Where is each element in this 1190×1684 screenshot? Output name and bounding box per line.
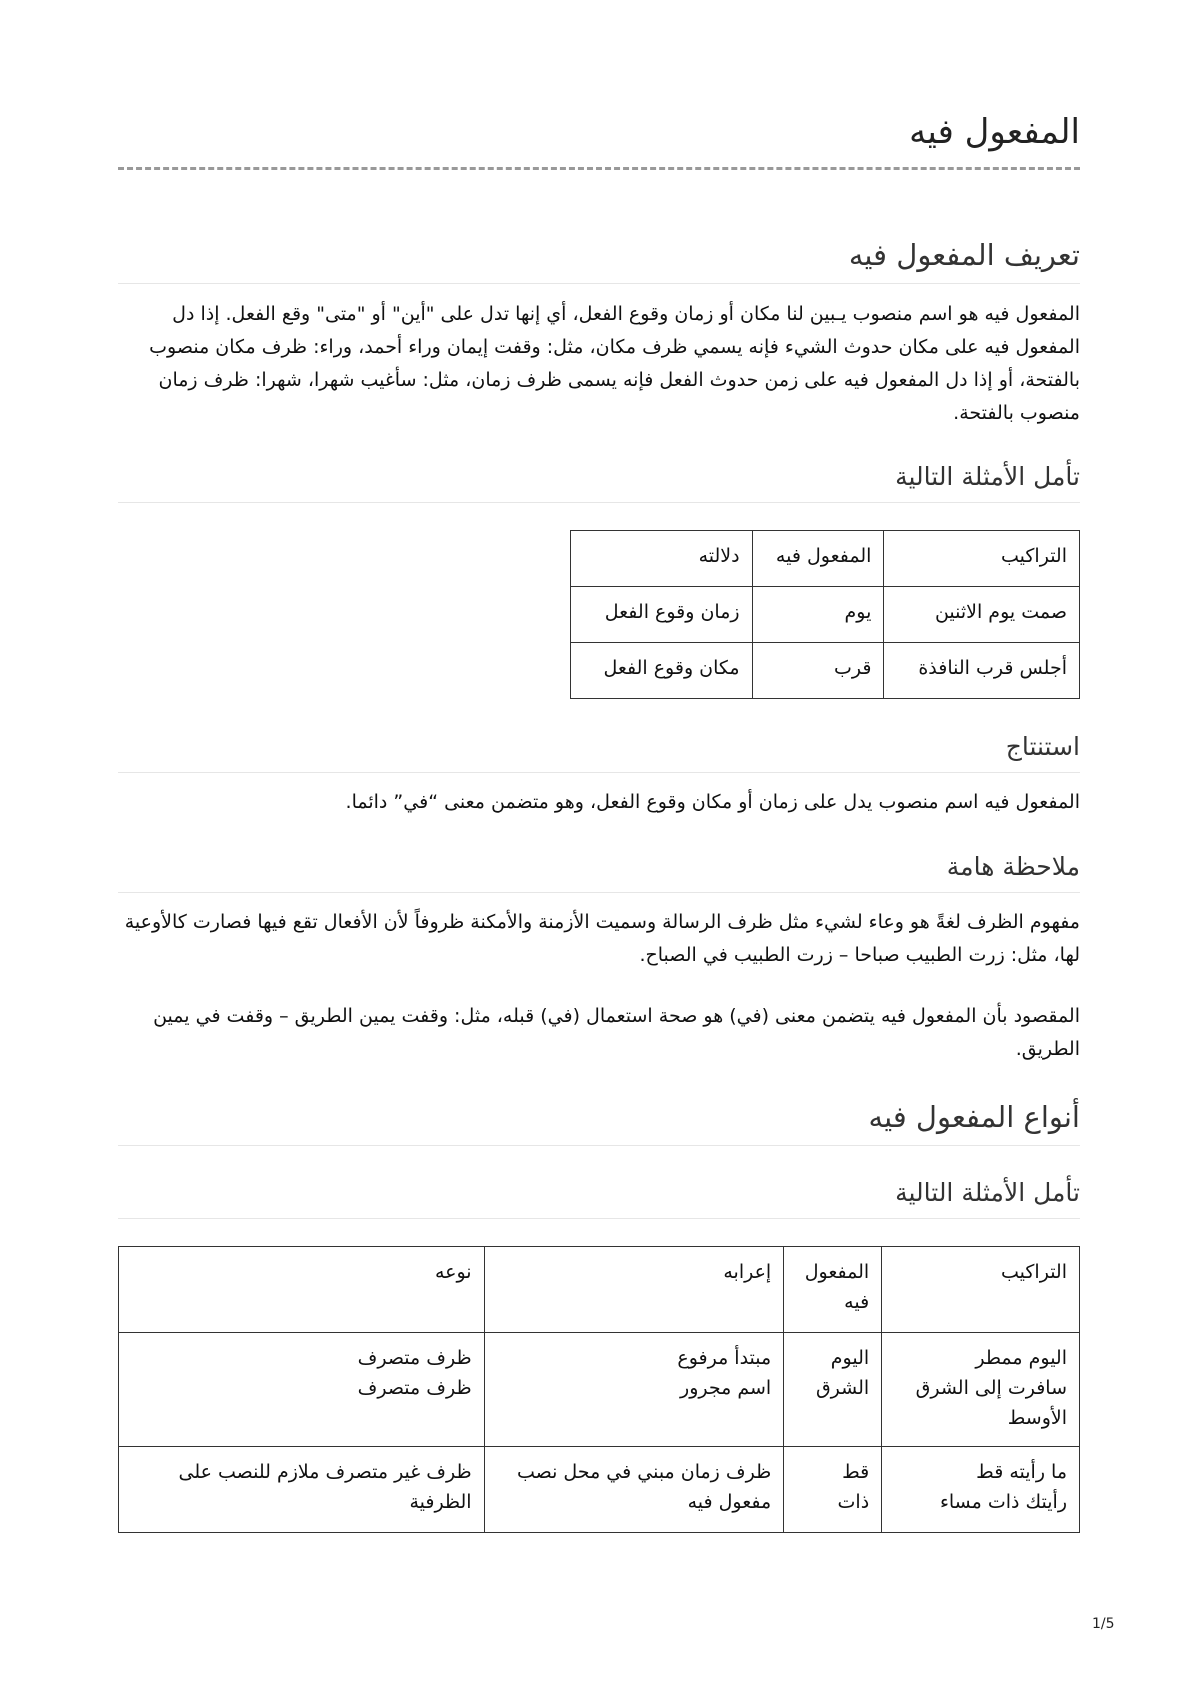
- table-header-row: [571, 531, 1080, 587]
- table-row: [119, 1447, 1080, 1533]
- table-header-cell: التراكيب: [884, 531, 1080, 587]
- table-cell: ما رأيته قط رأيتك ذات مساء: [882, 1447, 1080, 1533]
- table-cell: قط ذات: [784, 1447, 882, 1533]
- table-cell: ظرف زمان مبني في محل نصب مفعول فيه: [484, 1447, 784, 1533]
- conclusion-paragraph: المفعول فيه اسم منصوب يدل على زمان أو مكان وقوع الفعل، وهو متضمن معنى “في” دائما.: [345, 791, 1080, 813]
- table-cell: اليوم الشرق: [784, 1333, 882, 1447]
- note-heading: ملاحظة هامة: [118, 852, 1080, 893]
- examples-heading-2: تأمل الأمثلة التالية: [118, 1178, 1080, 1219]
- table-row: [119, 1333, 1080, 1447]
- table-header-cell: إعرابه: [484, 1247, 784, 1333]
- types-heading: أنواع المفعول فيه: [118, 1100, 1080, 1146]
- table-row: [571, 643, 1080, 699]
- table-header-cell: المفعول فيه: [784, 1247, 882, 1333]
- table-cell: أجلس قرب النافذة: [884, 643, 1080, 699]
- table-cell: قرب: [752, 643, 884, 699]
- note-paragraph-2: المقصود بأن المفعول فيه يتضمن معنى (في) هو صحة استعمال (في) قبله، مثل: وقفت يمين الطريق – وقفت في يمين الطريق.: [153, 1005, 1080, 1060]
- table-header-cell: نوعه: [119, 1247, 485, 1333]
- table-cell: اليوم ممطر سافرت إلى الشرق الأوسط: [882, 1333, 1080, 1447]
- table-header-cell: دلالته: [571, 531, 753, 587]
- note-paragraph-1: مفهوم الظرف لغةً هو وعاء لشيء مثل ظرف الرسالة وسميت الأزمنة والأمكنة ظروفاً لأن الأفعال تقع فيها فصارت كالأوعية لها، مثل: زرت الطبيب صباحا – زرت الطبيب في الصباح.: [124, 911, 1080, 966]
- table-cell: صمت يوم الاثنين: [884, 587, 1080, 643]
- definition-heading: تعريف المفعول فيه: [118, 238, 1080, 284]
- page-number: 1/5: [1092, 1616, 1115, 1632]
- page-title: المفعول فيه: [118, 112, 1080, 170]
- examples-table-1: [570, 530, 1080, 699]
- table-header-cell: التراكيب: [882, 1247, 1080, 1333]
- conclusion-heading: استنتاج: [118, 732, 1080, 773]
- table-cell: يوم: [752, 587, 884, 643]
- examples-table-2: [118, 1246, 1080, 1533]
- table-cell: زمان وقوع الفعل: [571, 587, 753, 643]
- table-header-cell: المفعول فيه: [752, 531, 884, 587]
- table-cell: مكان وقوع الفعل: [571, 643, 753, 699]
- table-cell: ظرف متصرف ظرف متصرف: [119, 1333, 485, 1447]
- table-header-row: [119, 1247, 1080, 1333]
- definition-paragraph: المفعول فيه هو اسم منصوب يـبين لنا مكان أو زمان وقوع الفعل، أي إنها تدل على "أين" أو "متى" وقع الفعل. إذا دل المفعول فيه على مكان حدوث الشيء فإنه يسمي ظرف مكان، مثل: وقفت إيمان وراء أحمد، وراء: ظرف مكان منصوب بالفتحة، أو إذا دل المفعول فيه على زمن حدوث الفعل فإنه يسمى ظرف زمان، مثل: سأغيب شهرا، شهرا: ظرف زمان منصوب بالفتحة.: [149, 303, 1080, 424]
- table-cell: ظرف غير متصرف ملازم للنصب على الظرفية: [119, 1447, 485, 1533]
- table-row: [571, 587, 1080, 643]
- examples-heading-1: تأمل الأمثلة التالية: [118, 462, 1080, 503]
- table-cell: مبتدأ مرفوع اسم مجرور: [484, 1333, 784, 1447]
